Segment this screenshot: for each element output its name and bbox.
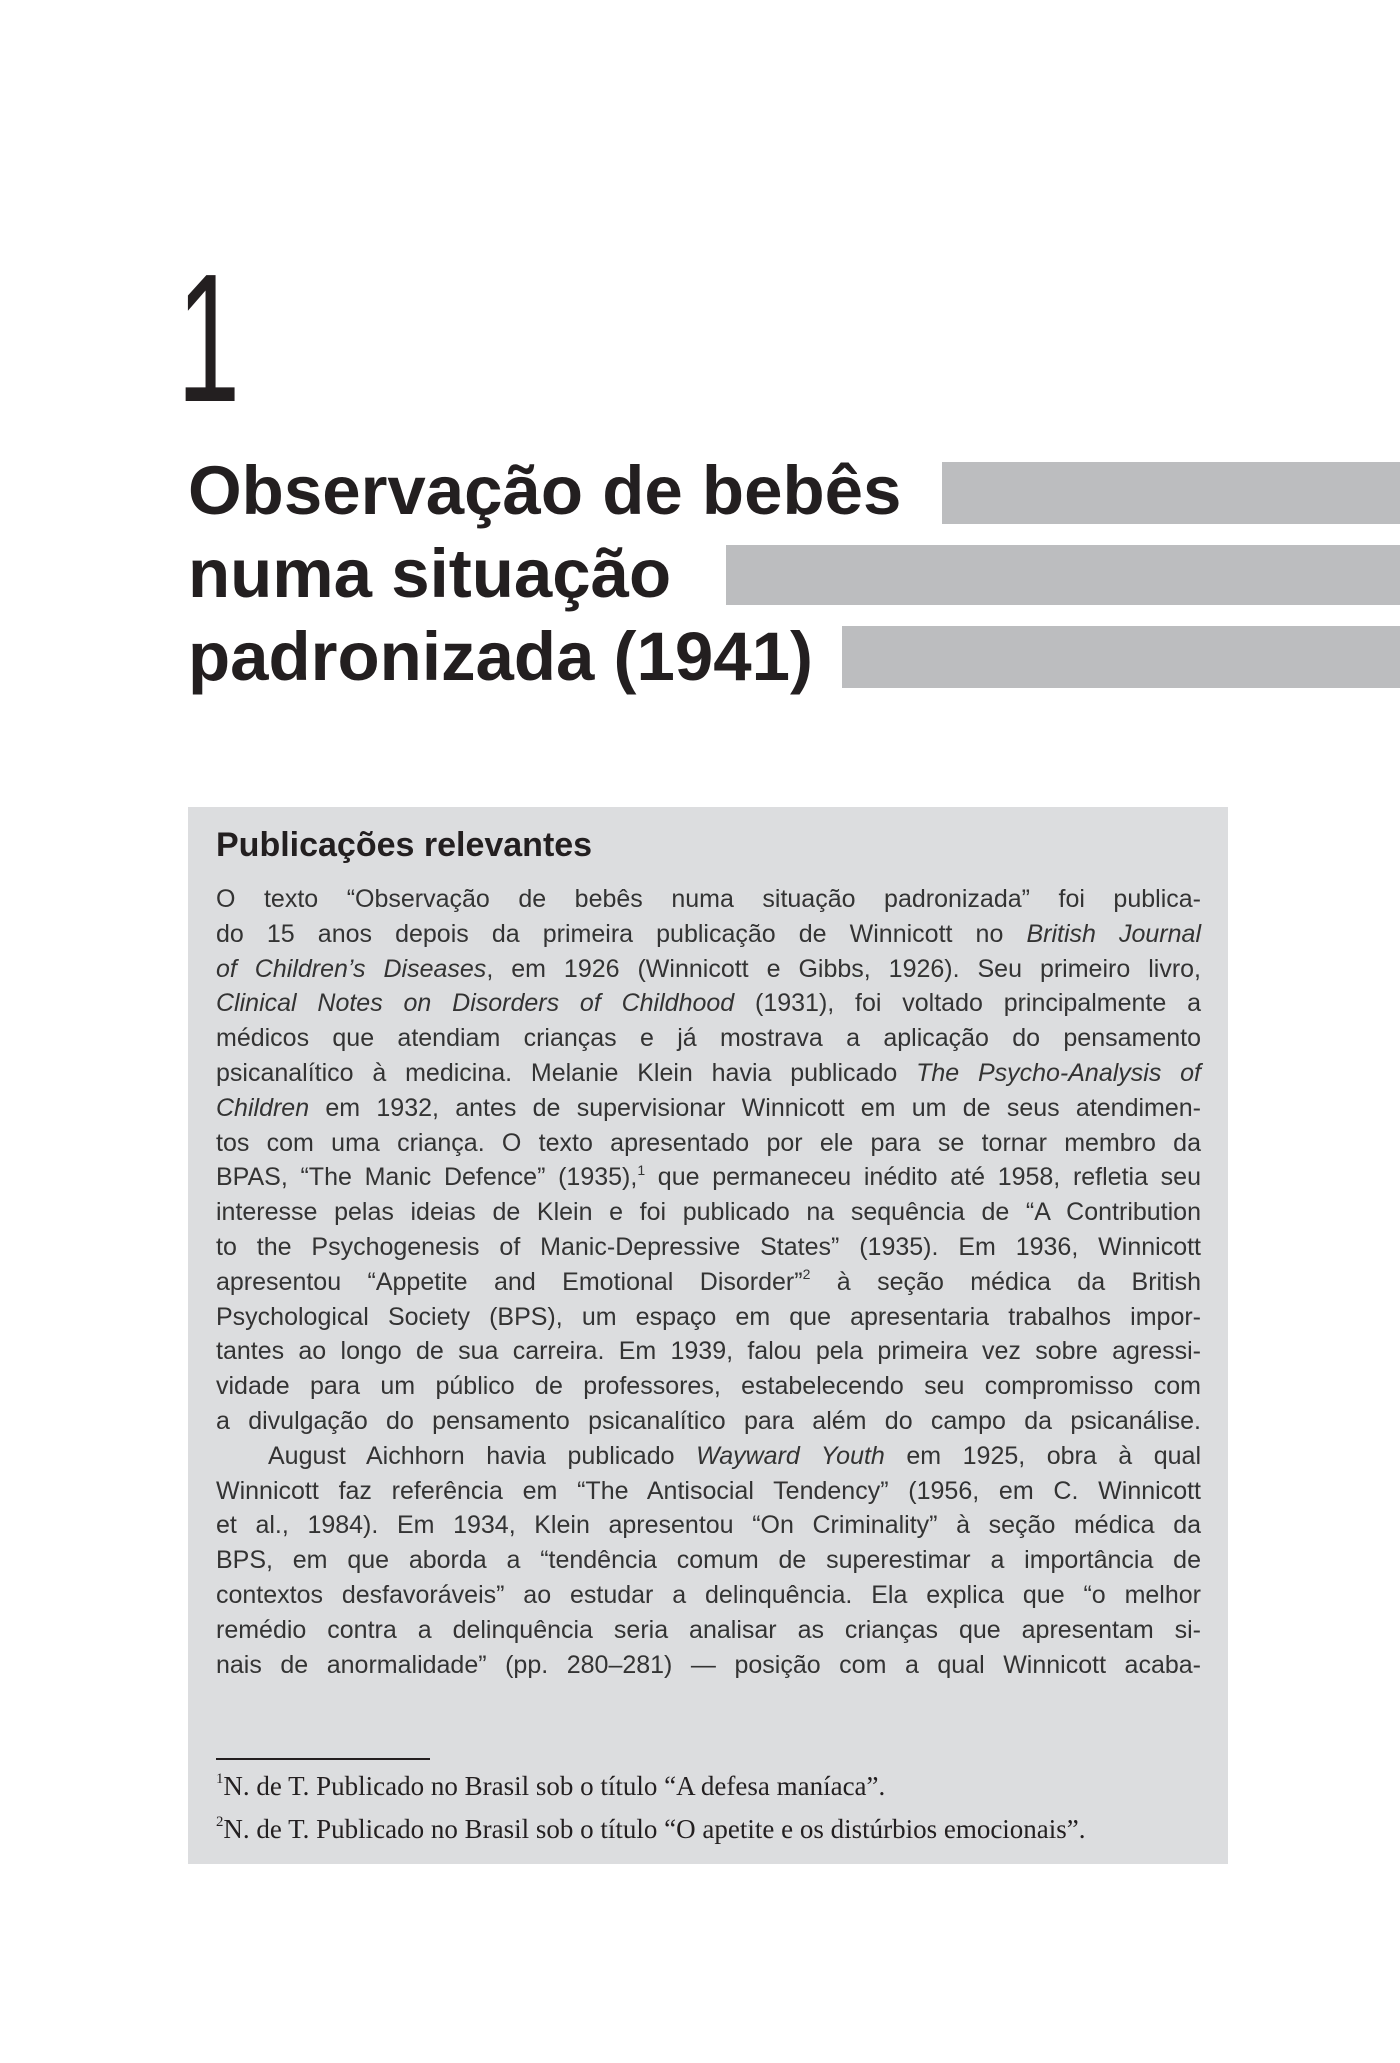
chapter-title-line: numa situação [188, 535, 672, 612]
line-text: remédio contra a delinquência seria analisar as crianças que apresentam si- [216, 1615, 1201, 1644]
body-line [216, 1578, 1201, 1613]
footnote-text: N. de T. Publicado no Brasil sob o título “O apetite e os distúrbios emocionais”. [223, 1814, 1086, 1844]
decorative-bar [942, 462, 1400, 524]
body-line [216, 1265, 1201, 1300]
body-line [216, 1160, 1201, 1195]
footnote-divider [216, 1758, 430, 1760]
body-line [216, 1439, 1201, 1474]
footnote-number: 2 [216, 1814, 224, 1831]
body-line [216, 917, 1201, 952]
body-line [216, 1543, 1201, 1578]
line-text: psicanalítico à medicina. Melanie Klein havia publicado [216, 1058, 917, 1087]
italic-title: Children [216, 1093, 310, 1122]
line-text: BPS, em que aborda a “tendência comum de superestimar a importância de [216, 1546, 1201, 1575]
body-line [216, 1300, 1201, 1335]
line-text: et al., 1984). Em 1934, Klein apresentou “On Criminality” à seção médica da [216, 1511, 1201, 1540]
body-line [216, 1613, 1201, 1648]
body-line [216, 1056, 1201, 1091]
body-line [216, 1334, 1201, 1369]
line-text: em 1932, antes de supervisionar Winnicott em um de seus atendimen- [309, 1093, 1201, 1122]
line-text: à seção médica da British [810, 1267, 1202, 1296]
line-text: Winnicott faz referência em “The Antisocial Tendency” (1956, em C. Winnicott [216, 1476, 1201, 1505]
line-text: do 15 anos depois da primeira publicação de Winnicott no [216, 919, 1027, 948]
line-text: tos com uma criança. O texto apresentado por ele para se tornar membro da [216, 1128, 1201, 1157]
body-line [216, 1021, 1201, 1056]
footnote-ref: 1 [637, 1161, 646, 1178]
body-line [216, 986, 1201, 1021]
italic-title: Clinical Notes on Disorders of Childhood [216, 989, 735, 1018]
footnote-number: 1 [216, 1771, 224, 1788]
line-text: , em 1926 (Winnicott e Gibbs, 1926). Seu primeiro livro, [486, 954, 1201, 983]
line-text: a divulgação do pensamento psicanalítico para além do campo da psicanálise. [216, 1406, 1201, 1435]
line-text: (1931), foi voltado principalmente a [734, 989, 1201, 1018]
body-line [216, 1404, 1201, 1439]
body-line [216, 882, 1201, 917]
italic-title: Wayward Youth [696, 1441, 885, 1470]
line-text: interesse pelas ideias de Klein e foi publicado na sequência de “A Contribution [216, 1198, 1201, 1227]
line-text: O texto “Observação de bebês numa situação padronizada” foi publica- [216, 885, 1201, 913]
line-text: August Aichhorn havia publicado [268, 1441, 697, 1470]
line-text: Psychological Society (BPS), um espaço em que apresentaria trabalhos impor- [216, 1302, 1201, 1331]
line-text: em 1925, obra à qual [884, 1441, 1202, 1470]
chapter-number: 1 [177, 235, 241, 440]
line-text: médicos que atendiam crianças e já mostrava a aplicação do pensamento [216, 1024, 1201, 1053]
line-text: que permaneceu inédito até 1958, refletia seu [645, 1163, 1201, 1192]
footnote [216, 1808, 1086, 1851]
body-line [216, 1230, 1201, 1265]
chapter-title-line: Observação de bebês [188, 452, 902, 529]
line-text: contextos desfavoráveis” ao estudar a delinquência. Ela explica que “o melhor [216, 1580, 1201, 1609]
line-text: to the Psychogenesis of Manic-Depressive States” (1935). Em 1936, Winnicott [216, 1232, 1201, 1261]
body-line [216, 1474, 1201, 1509]
box-heading: Publicações relevantes [216, 826, 593, 864]
body-line [216, 1369, 1201, 1404]
chapter-title-line: padronizada (1941) [188, 618, 814, 695]
body-line [216, 1195, 1201, 1230]
body-line [216, 1091, 1201, 1126]
italic-title: The Psycho-Analysis of [916, 1058, 1202, 1087]
italic-title: of Children’s Diseases [216, 954, 487, 983]
body-line [216, 952, 1201, 987]
line-text: vidade para um público de professores, estabelecendo seu compromisso com [216, 1372, 1201, 1401]
footnote-ref: 2 [802, 1266, 811, 1283]
line-text: BPAS, “The Manic Defence” (1935), [216, 1163, 638, 1192]
decorative-bar [842, 626, 1400, 688]
line-text: nais de anormalidade” (pp. 280–281) — posição com a qual Winnicott acaba- [216, 1650, 1201, 1679]
decorative-bar [726, 545, 1400, 605]
box-body [216, 882, 1201, 1682]
footnote [216, 1765, 1086, 1808]
footnote-text: N. de T. Publicado no Brasil sob o título “A defesa maníaca”. [223, 1771, 886, 1801]
body-line [216, 1648, 1201, 1683]
footnotes [216, 1765, 1086, 1851]
italic-title: British Journal [1026, 919, 1201, 948]
body-line [216, 1508, 1201, 1543]
line-text: tantes ao longo de sua carreira. Em 1939, falou pela primeira vez sobre agressi- [216, 1337, 1201, 1366]
publications-box [188, 807, 1228, 1864]
line-text: apresentou “Appetite and Emotional Disorder” [216, 1267, 803, 1296]
body-line [216, 1126, 1201, 1161]
